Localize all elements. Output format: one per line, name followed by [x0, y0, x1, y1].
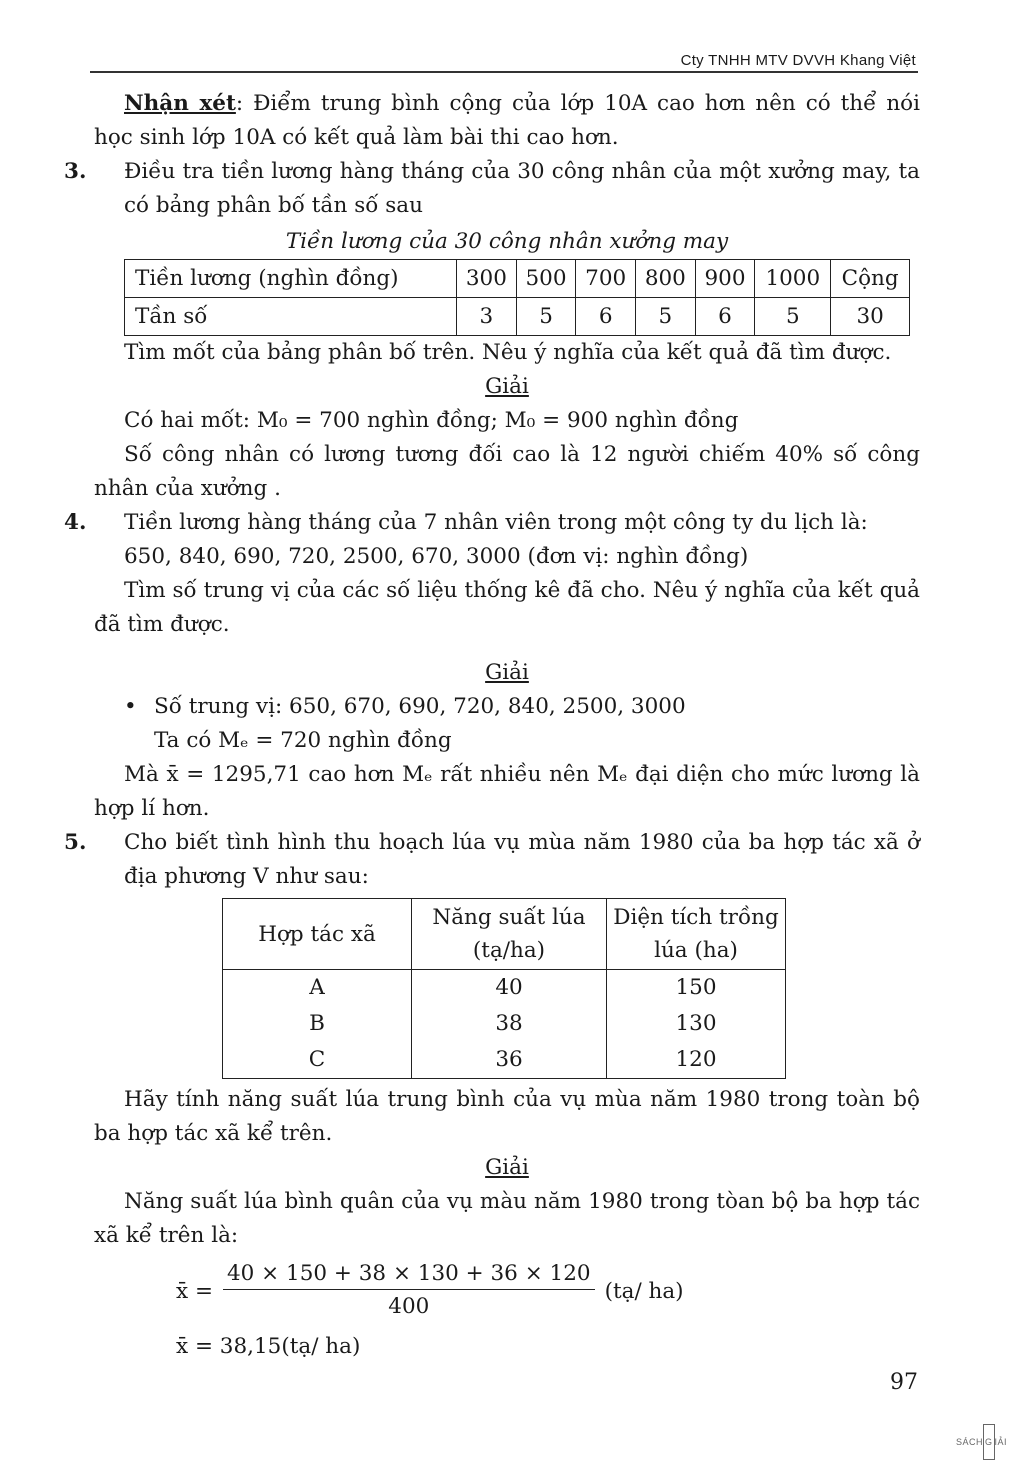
formula-numerator: 40 × 150 + 38 × 130 + 36 × 120: [223, 1259, 595, 1290]
table-row: [223, 1006, 786, 1042]
page-header: Cty TNHH MTV DVVH Khang Việt: [680, 52, 916, 69]
bullet-text: Số trung vị: 650, 670, 690, 720, 840, 2500, 3000: [154, 694, 686, 719]
table-cell: 5: [755, 298, 831, 336]
remark-paragraph: [94, 87, 920, 155]
publisher-logo: [956, 1424, 1007, 1460]
table-cell: B: [223, 1006, 412, 1042]
table-cell: 700: [576, 260, 636, 298]
formula-result: x̄ = 38,15(tạ/ ha): [176, 1334, 361, 1359]
table-header: Hợp tác xã: [223, 899, 412, 970]
table-cell: 5: [516, 298, 576, 336]
logo-text: SÁCH: [956, 1437, 984, 1447]
exercise-4-bullet-line: [94, 690, 920, 724]
header-rule: [90, 71, 918, 73]
exercise-5-intro: Năng suất lúa bình quân của vụ màu năm 1980 trong tòan bộ ba hợp tác xã kể trên là:: [94, 1189, 920, 1248]
page-number: 97: [890, 1370, 918, 1395]
exercise-3-solution-line: Số công nhân có lương tương đối cao là 12 người chiếm 40% số công nhân của xưởng .: [94, 442, 920, 501]
table-cell: 300: [457, 260, 517, 298]
exercise-5-number: 5.: [64, 830, 87, 855]
table-row: [125, 260, 910, 298]
table-cell: 6: [695, 298, 755, 336]
table-cell: 130: [607, 1006, 786, 1042]
table-cell: 500: [516, 260, 576, 298]
table-cell: 6: [576, 298, 636, 336]
table-cell: 5: [636, 298, 696, 336]
exercise-4-number: 4.: [64, 510, 87, 535]
exercise-4-question: Tìm số trung vị của các số liệu thống kê đã cho. Nêu ý nghĩa của kết quả đã tìm được.: [94, 578, 920, 637]
exercise-5-text: Cho biết tình hình thu hoạch lúa vụ mùa năm 1980 của ba hợp tác xã ở địa phương V như sau:: [124, 830, 920, 889]
table-cell: Tiền lương (nghìn đồng): [125, 260, 457, 298]
solution-title: Giải: [485, 374, 529, 399]
bullet-icon: •: [124, 694, 137, 719]
table-cell: Cộng: [831, 260, 910, 298]
exercise-3-statement: [64, 155, 920, 223]
exercise-5-question: Hãy tính năng suất lúa trung bình của vụ mùa năm 1980 trong toàn bộ ba hợp tác xã kể trên.: [94, 1087, 920, 1146]
exercise-4-data: 650, 840, 690, 720, 2500, 670, 3000 (đơn vị: nghìn đồng): [124, 544, 749, 569]
cooperative-table: [222, 898, 786, 1079]
salary-frequency-table: [124, 259, 910, 336]
formula-lhs: x̄ =: [176, 1278, 213, 1304]
table-cell: 120: [607, 1042, 786, 1079]
table-header: Năng suất lúa (tạ/ha): [412, 899, 607, 970]
table-cell: 800: [636, 260, 696, 298]
exercise-3-solution-line: Có hai mốt: M₀ = 700 nghìn đồng; M₀ = 900 nghìn đồng: [124, 408, 739, 433]
exercise-3-solution-title: [94, 370, 920, 404]
exercise-3-text: Điều tra tiền lương hàng tháng của 30 công nhân của một xưởng may, ta có bảng phân bố tần số sau: [124, 159, 920, 218]
exercise-4-text: Tiền lương hàng tháng của 7 nhân viên trong một công ty du lịch là:: [124, 510, 868, 535]
remark-label: Nhận xét: [124, 91, 236, 116]
table-cell: 900: [695, 260, 755, 298]
salary-table-caption: Tiền lương của 30 công nhân xưởng may: [285, 229, 729, 254]
exercise-3-number: 3.: [64, 159, 87, 184]
exercise-5-solution-title: [94, 1151, 920, 1185]
exercise-4-statement: [64, 506, 920, 540]
table-header-row: [223, 899, 786, 970]
table-row: [223, 1042, 786, 1079]
table-cell: A: [223, 970, 412, 1007]
page-content: [64, 87, 920, 1364]
table-cell: 150: [607, 970, 786, 1007]
table-cell: 30: [831, 298, 910, 336]
table-cell: 36: [412, 1042, 607, 1079]
formula-fraction: [223, 1259, 595, 1324]
exercise-5-statement: [64, 826, 920, 894]
table-cell: 1000: [755, 260, 831, 298]
solution-title: Giải: [485, 1155, 529, 1180]
logo-text: G: [983, 1424, 995, 1460]
exercise-3-question: Tìm mốt của bảng phân bố trên. Nêu ý nghĩa của kết quả đã tìm được.: [124, 340, 892, 365]
table-cell: 40: [412, 970, 607, 1007]
table-cell: 38: [412, 1006, 607, 1042]
table-cell: 3: [457, 298, 517, 336]
exercise-4-solution-title: [94, 656, 920, 690]
table-row: [223, 970, 786, 1007]
solution-title: Giải: [485, 660, 529, 685]
table-cell: Tần số: [125, 298, 457, 336]
mean-formula: [176, 1259, 920, 1324]
formula-denominator: 400: [388, 1294, 430, 1319]
remark-text: : Điểm trung bình cộng của lớp 10A cao hơn nên có thể nói học sinh lớp 10A có kết quả làm bài thi cao hơn.: [94, 91, 920, 150]
formula-unit: (tạ/ ha): [604, 1278, 684, 1304]
exercise-4-conclusion: Mà x̄ = 1295,71 cao hơn Mₑ rất nhiều nên Mₑ đại diện cho mức lương là hợp lí hơn.: [94, 762, 920, 821]
table-cell: C: [223, 1042, 412, 1079]
table-header: Diện tích trồng lúa (ha): [607, 899, 786, 970]
exercise-4-median-line: Ta có Mₑ = 720 nghìn đồng: [154, 728, 452, 753]
logo-text: IẢI: [994, 1437, 1008, 1447]
table-row: [125, 298, 910, 336]
